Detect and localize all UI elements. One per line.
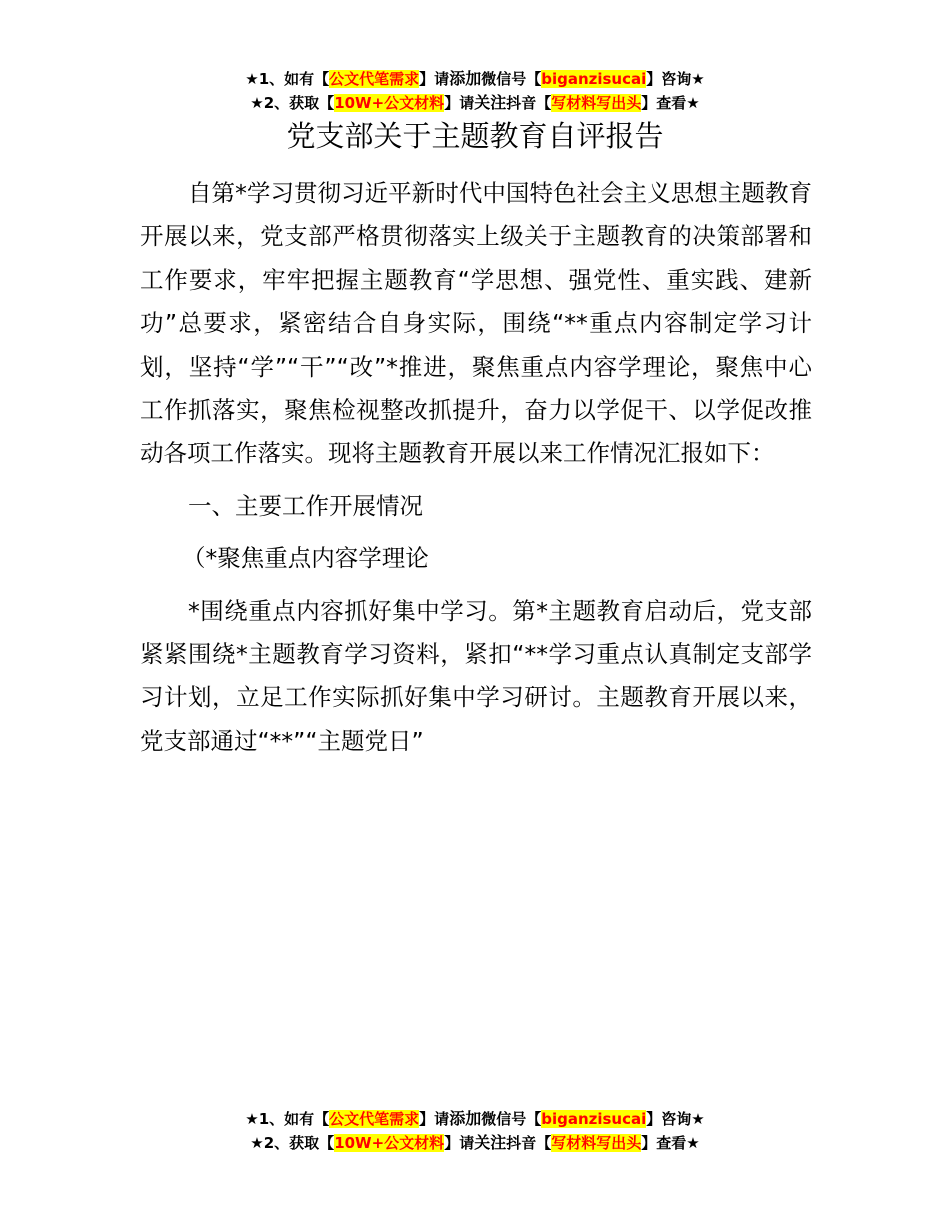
banner-line-1-prefix: ★1、如有【 — [245, 70, 330, 88]
footer-banner-line-2 — [0, 1131, 950, 1155]
footer-line-2-suffix: 】查看★ — [641, 1134, 700, 1152]
body-paragraph-study: *围绕重点内容抓好集中学习。第*主题教育启动后，党支部紧紧围绕*主题教育学习资料，紧扣“**学习重点认真制定支部学习计划，立足工作实际抓好集中学习研讨。主题教育开展以来，党支部通过“**”“主题党日” — [140, 596, 812, 755]
banner-line-1-highlight-service: 公文代笔需求 — [329, 70, 420, 88]
footer-line-2-highlight-douyin: 写材料写出头 — [551, 1134, 642, 1152]
footer-line-2-middle: 】请 — [444, 1134, 475, 1152]
banner-line-2-middle-2: 抖音【 — [506, 94, 552, 112]
footer-line-1-suffix: 】咨询★ — [646, 1110, 705, 1128]
banner-line-1-suffix: 】咨询★ — [646, 70, 705, 88]
footer-line-1-middle: 】请 — [419, 1110, 450, 1128]
footer-line-2-highlight-materials: 10W+公文材料 — [334, 1134, 445, 1152]
footer-line-2-prefix: ★2、获取【 — [250, 1134, 335, 1152]
banner-line-2-highlight-materials: 10W+公文材料 — [334, 94, 445, 112]
footer-line-2-middle-2: 抖音【 — [506, 1134, 552, 1152]
footer-line-2-emphasis: 关注 — [474, 1133, 507, 1152]
banner-line-2-suffix: 】查看★ — [641, 94, 700, 112]
banner-line-2 — [0, 91, 950, 115]
footer-line-1-highlight-service: 公文代笔需求 — [329, 1110, 420, 1128]
subsection-heading-theory: （*聚焦重点内容学理论 — [182, 544, 429, 573]
banner-line-1-emphasis: 添加 — [449, 69, 482, 88]
banner-line-2-prefix: ★2、获取【 — [250, 94, 335, 112]
banner-line-2-highlight-douyin: 写材料写出头 — [551, 94, 642, 112]
footer-banner-line-1 — [0, 1107, 950, 1131]
banner-line-2-middle: 】请 — [444, 94, 475, 112]
document-title: 党支部关于主题教育自评报告 — [286, 119, 664, 153]
section-heading-main-work: 一、主要工作开展情况 — [188, 491, 423, 520]
banner-line-1 — [0, 67, 950, 91]
footer-line-1-middle-2: 微信号【 — [481, 1110, 542, 1128]
footer-line-1-highlight-wechat: biganzisucai — [541, 1110, 647, 1128]
header-banner — [0, 67, 950, 115]
footer-line-1-prefix: ★1、如有【 — [245, 1110, 330, 1128]
document-body — [140, 172, 812, 763]
banner-line-1-highlight-wechat: biganzisucai — [541, 70, 647, 88]
banner-line-1-middle-2: 微信号【 — [481, 70, 542, 88]
banner-line-1-middle: 】请 — [419, 70, 450, 88]
body-paragraph-intro: 自第*学习贯彻习近平新时代中国特色社会主义思想主题教育开展以来，党支部严格贯彻落实上级关于主题教育的决策部署和工作要求，牢牢把握主题教育“学思想、强党性、重实践、建新功”总要求，紧密结合自身实际，围绕“**重点内容制定学习计划，坚持“学”“干”“改”*推进，聚焦重点内容学理论，聚焦中心工作抓落实，聚焦检视整改抓提升，奋力以学促干、以学促改推动各项工作落实。现将主题教育开展以来工作情况汇报如下： — [140, 179, 812, 468]
footer-line-1-emphasis: 添加 — [449, 1109, 482, 1128]
footer-banner — [0, 1107, 950, 1155]
banner-line-2-emphasis: 关注 — [474, 93, 507, 112]
